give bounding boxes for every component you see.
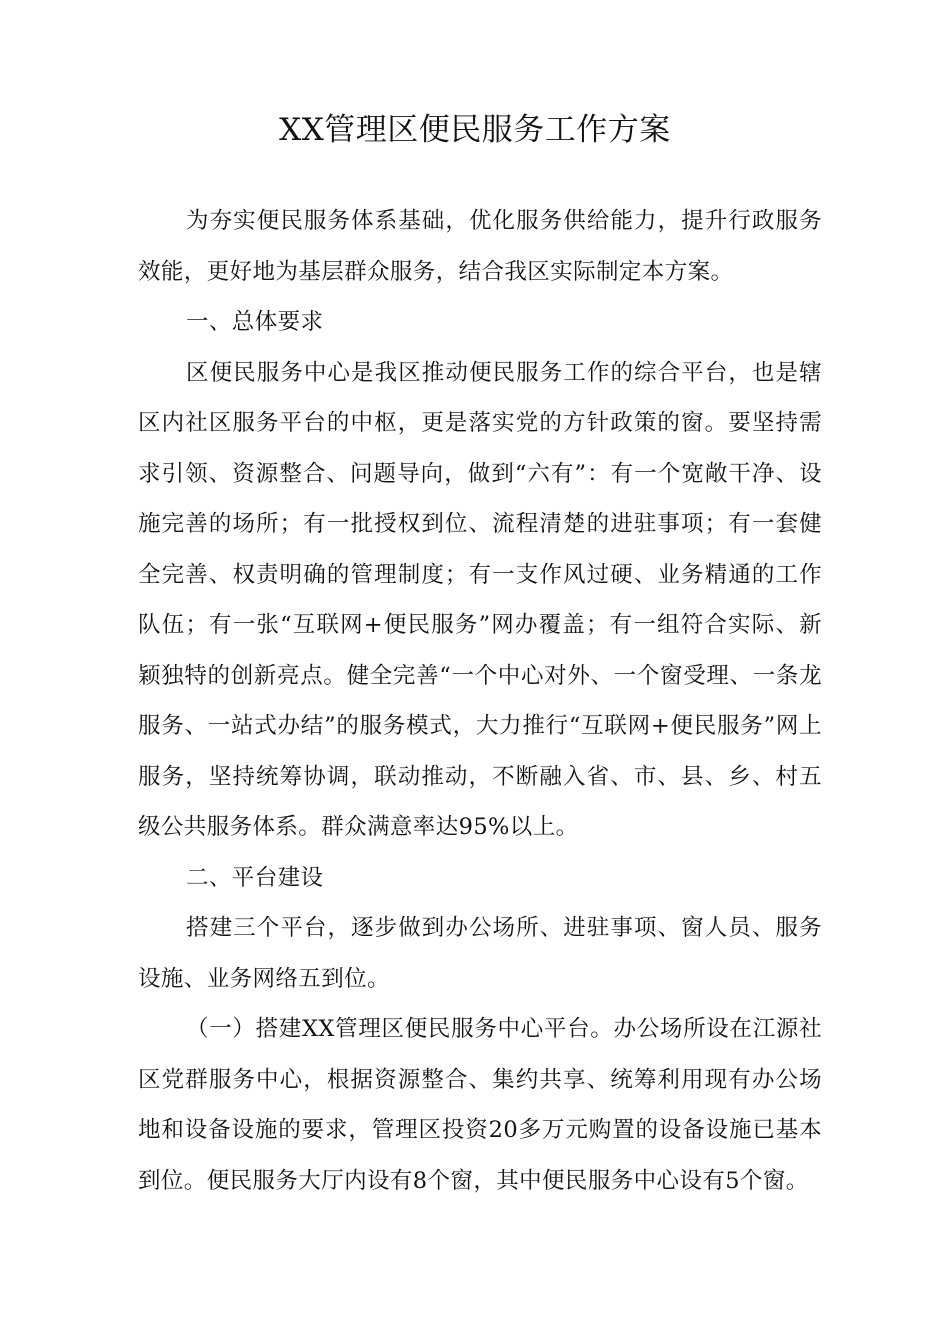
document-body	[138, 196, 822, 1206]
section-2-heading: 二、平台建设	[186, 864, 324, 891]
section-2-item-1-paragraph: （一）搭建XX管理区便民服务中心平台。办公场所设在江源社区党群服务中心，根据资源整合、集约共享、统筹利用现有办公场地和设备设施的要求，管理区投资20多万元购置的设备设施已基本到位。便民服务大厅内设有8个窗，其中便民服务中心设有5个窗。	[138, 1016, 822, 1194]
section-1-paragraph: 区便民服务中心是我区推动便民服务工作的综合平台，也是辖区内社区服务平台的中枢，更是落实党的方针政策的窗。要坚持需求引领、资源整合、问题导向，做到“六有”：有一个宽敞干净、设施完善的场所；有一批授权到位、流程清楚的进驻事项；有一套健全完善、权责明确的管理制度；有一支作风过硬、业务精通的工作队伍；有一张“互联网+便民服务”网办覆盖；有一组符合实际、新颖独特的创新亮点。健全完善“一个中心对外、一个窗受理、一条龙服务、一站式办结”的服务模式，大力推行“互联网+便民服务”网上服务，坚持统筹协调，联动推动，不断融入省、市、县、乡、村五级公共服务体系。群众满意率达95%以上。	[138, 359, 822, 840]
document-title: XX管理区便民服务工作方案	[279, 112, 671, 148]
section-1-heading: 一、总体要求	[186, 309, 324, 335]
section-2-paragraph: 搭建三个平台，逐步做到办公场所、进驻事项、窗人员、服务设施、业务网络五到位。	[138, 915, 822, 992]
intro-paragraph: 为夯实便民服务体系基础，优化服务供给能力，提升行政服务效能，更好地为基层群众服务，结合我区实际制定本方案。	[138, 208, 822, 285]
